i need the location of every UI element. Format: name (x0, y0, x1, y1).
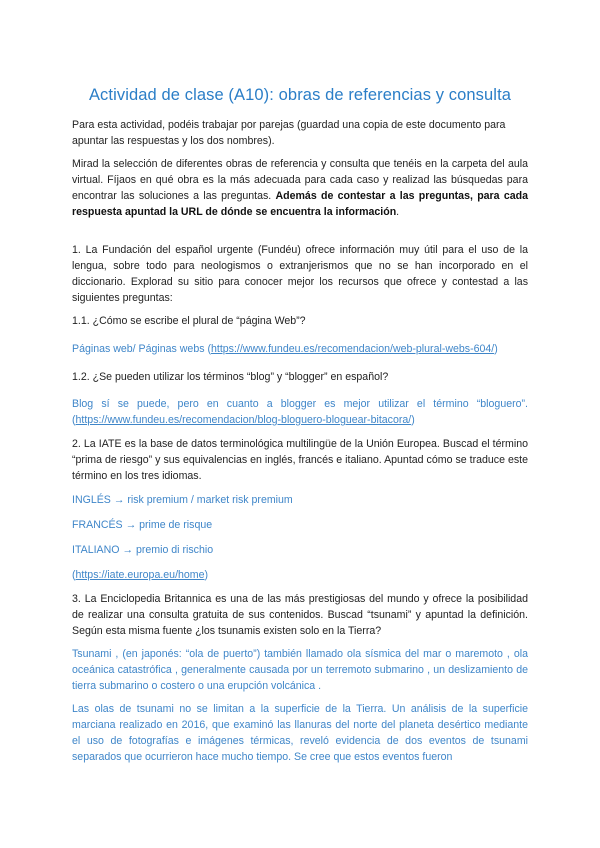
answer-2-close: ) (204, 569, 209, 581)
question-2: 2. La IATE es la base de datos terminológica multilingüe de la Unión Europea. Buscad el término “prima de riesgo” y sus equivalencias en inglés, francés e italiano. Apuntad cómo se traduce este término en los tres idiomas. (72, 438, 528, 482)
question-1-1: 1.1. ¿Cómo se escribe el plural de “página Web”? (72, 315, 306, 327)
question-3: 3. La Enciclopedia Britannica es una de las más prestigiosas del mundo y ofrece la posibilidad de realizar una consulta gratuita de sus contenidos. Buscad “tsunami” y apuntad la definición. Según esta misma fuente ¿los tsunamis existen solo en la Tierra? (72, 593, 528, 637)
answer-2-french: FRANCÉS → prime de risque (72, 519, 213, 531)
instructions-text: Mirad la selección de diferentes obras de referencia y consulta que tenéis en la carpeta del aula virtual. Fíjaos en qué obra es la más adecuada para cada caso y realizad las búsquedas para encontrar las soluciones a las preguntas. (72, 158, 528, 202)
answer-2-link[interactable]: https://iate.europa.eu/home (75, 569, 205, 581)
page-title: Actividad de clase (A10): obras de referencias y consulta (88, 86, 512, 104)
question-1-2: 1.2. ¿Se pueden utilizar los términos “blog” y “blogger” en español? (72, 371, 389, 383)
answer-2-source (72, 567, 528, 583)
intro-paragraph: Para esta actividad, podéis trabajar por parejas (guardad una copia de este documento para apuntar las respuestas y los dos nombres). (72, 119, 506, 147)
instructions-end: . (396, 206, 400, 218)
answer-1-2 (72, 396, 528, 428)
answer-2-english: INGLÉS → risk premium / market risk premium (72, 494, 293, 506)
answer-2-open: ( (72, 569, 76, 581)
answer-1-2-link[interactable]: https://www.fundeu.es/recomendacion/blog-bloguero-bloguear-bitacora/ (75, 414, 412, 426)
instructions-bold: Además de contestar a las preguntas, para cada respuesta apuntad la URL de dónde se encuentra la información (72, 190, 528, 218)
answer-1-1-text: Páginas web/ Páginas webs ( (72, 343, 211, 355)
answer-2-italian: ITALIANO → premio di rischio (72, 544, 214, 556)
answer-3-mars: Las olas de tsunami no se limitan a la superficie de la Tierra. Un análisis de la superficie marciana realizado en 2016, que examinó las llanuras del norte del planeta desértico mediante el uso de fotografías e imágenes térmicas, reveló evidencia de dos eventos de tsunami separados que ocurrieron hace mucho tiempo. Se cree que estos eventos fueron (72, 703, 528, 763)
question-1: 1. La Fundación del español urgente (Fundéu) ofrece información muy útil para el uso de la lengua, sobre todo para neologismos o extranjerismos que no se han incorporado en el diccionario. Explorad su sitio para conocer mejor los recursos que ofrece y contestad a las siguientes preguntas: (72, 244, 528, 304)
answer-1-2-text: Blog sí se puede, pero en cuanto a blogger es mejor utilizar el término “bloguero”. ( (72, 398, 528, 426)
answer-1-1 (72, 341, 528, 357)
answer-1-2-end: ) (411, 414, 415, 426)
answer-1-1-end: ) (494, 343, 498, 355)
answer-3-definition: Tsunami , (en japonés: “ola de puerto”) también llamado ola sísmica del mar o maremoto , ola oceánica catastrófica , generalmente causada por un terremoto submarino , un deslizamiento de tierra submarino o costero o una erupción volcánica . (72, 648, 528, 692)
instructions-paragraph (72, 156, 528, 220)
answer-1-1-link[interactable]: https://www.fundeu.es/recomendacion/web-plural-webs-604/ (210, 343, 495, 355)
